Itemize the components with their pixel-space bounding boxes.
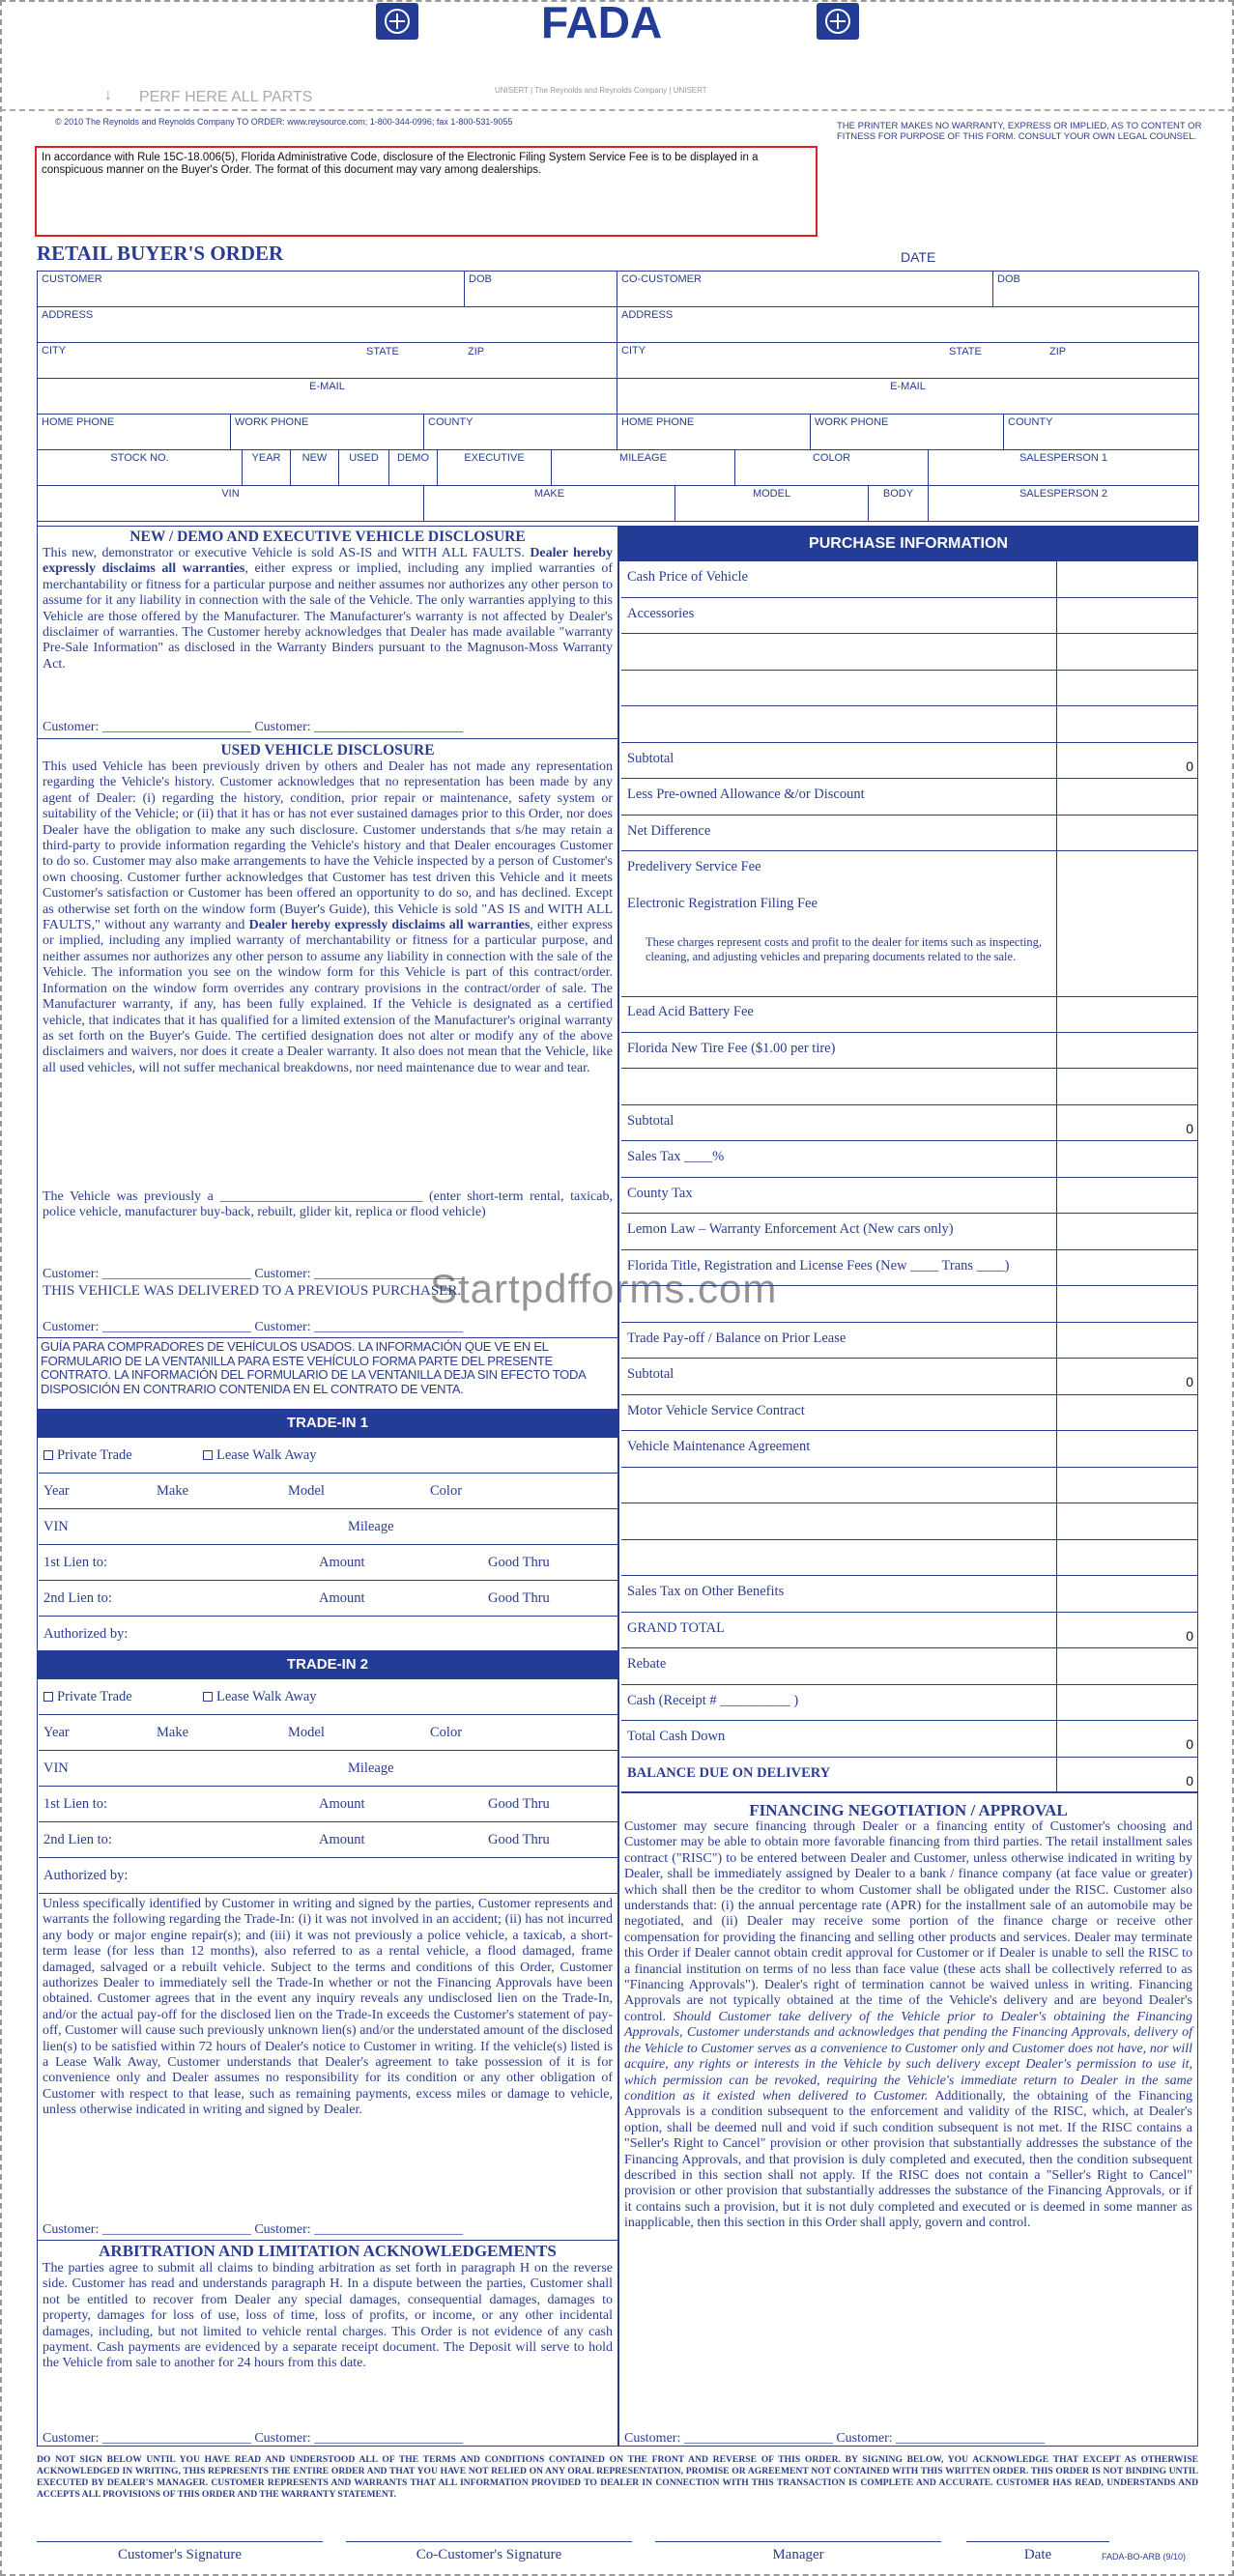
accessories-label: Accessories (627, 605, 695, 621)
subtotal-label: Subtotal (627, 1366, 674, 1382)
fl-title-value[interactable] (1056, 1250, 1197, 1286)
city-field[interactable]: CITY (38, 343, 617, 379)
arbitration-customer-sig[interactable]: Customer: ______________________ Customer: ______________________ (43, 2431, 464, 2446)
trade2-type-row (39, 1679, 618, 1715)
new-demo-heading: NEW / DEMO AND EXECUTIVE VEHICLE DISCLOSURE (129, 529, 526, 545)
logo-emblem-right (817, 3, 859, 40)
subtotal-line-2[interactable] (621, 1105, 1197, 1142)
blank-line[interactable] (621, 1468, 1197, 1504)
sales-tax-other-value[interactable] (1056, 1576, 1197, 1612)
unisert-text: UNISERT | The Reynolds and Reynolds Company | UNISERT (495, 86, 707, 95)
used-text-b: , either express or implied, including any implied warranty of merchantability or fitness for a particular purpose, and neither assumes nor authorizes any other person to assume any liability in connection with the sale of the Vehicle. The information you see on the window form for this Vehicle is part of this contract/order. Information on the window form overrides any contrary provisions in the contract/order of sale. The Manufacturer warranty, if any, has been fully explained. If the Vehicle is designated as a certified vehicle, that indicates that it has qualified for a limited extension of the Manufacturer's original warranty as set forth on the Buyer's Guide. The certified designation does not alter or modify any of the above disclaimers and waivers, nor does it create a Dealer warranty. It also does not mean that the Vehicle, like all used vehicles, will not suffer mechanical breakdowns, nor need maintenance due to wear and tear. (43, 918, 613, 1075)
new-demo-customer-sig[interactable]: Customer: ______________________ Customer: ______________________ (43, 720, 464, 734)
brand-title: FADA (541, 0, 663, 47)
predelivery-value[interactable] (1056, 851, 1197, 996)
trade1-authorized-row[interactable]: Authorized by: (43, 1626, 129, 1642)
less-preowned-line[interactable] (621, 779, 1197, 816)
sales-tax-value[interactable] (1056, 1141, 1197, 1177)
financing-customer-sig[interactable]: Customer: ______________________ Customer: ______________________ (624, 2431, 1046, 2446)
salesperson2-field[interactable]: SALESPERSON 2 (929, 486, 1199, 522)
mileage-field[interactable]: MILEAGE (552, 450, 735, 486)
divider (37, 1337, 618, 1338)
used-customer-sig[interactable]: Customer: ______________________ Customer: ______________________ (43, 1267, 464, 1281)
trade2-lease-option[interactable] (203, 1689, 317, 1705)
salesperson1-field[interactable]: SALESPERSON 1 (929, 450, 1199, 486)
printer-note: THE PRINTER MAKES NO WARRANTY, EXPRESS OR IMPLIED, AS TO CONTENT OR FITNESS FOR PURPOSE OF THIS FORM. CONSULT YOUR OWN LEGAL COUNSEL. (837, 121, 1202, 142)
stock-no-field[interactable]: STOCK NO. (38, 450, 243, 486)
cash-price-label: Cash Price of Vehicle (627, 569, 748, 585)
county-field[interactable]: COUNTY (424, 415, 617, 450)
mvsc-value[interactable] (1056, 1395, 1197, 1431)
blank-line[interactable] (621, 1540, 1197, 1577)
copyright-text: © 2010 The Reynolds and Reynolds Company TO ORDER: www.reysource.com; 1-800-344-0996; fax 1-800-531-9055 (55, 117, 513, 127)
divider (37, 2240, 618, 2241)
rebate-label: Rebate (627, 1656, 667, 1672)
trade1-lease-label: Lease Walk Away (216, 1447, 317, 1463)
lemon-law-value[interactable] (1056, 1214, 1197, 1249)
model-field[interactable]: MODEL (675, 486, 869, 522)
subtotal-line-3[interactable] (621, 1359, 1197, 1395)
tire-fee-line[interactable] (621, 1033, 1197, 1070)
purchase-heading: PURCHASE INFORMATION (619, 527, 1197, 561)
blank-line[interactable] (621, 1286, 1197, 1323)
body-field[interactable]: BODY (869, 486, 929, 522)
financing-text-italic: Should Customer take delivery of the Vehicle prior to Dealer's obtaining the Financing Approvals, Customer understands and acknowledges that pending the Financing Approvals, delivery of the Vehicle to Customer serves as a convenience to Customer only and Customer does not have, nor will acquire, any rights or interests in the Vehicle by such delivery except Dealer's permission to use it, which permission can be revoked, requiring the Vehicle's immediate return to Dealer in the same condition as it existed when delivered to Customer. (624, 2009, 1193, 2104)
dob-field[interactable]: DOB (465, 272, 617, 307)
blank-value[interactable] (1056, 1069, 1197, 1104)
financing-text-a: Customer may secure financing through Dealer or a financing entity of Customer's choosing and Customer may be able to obtain more favorable financing from third parties. The retail installment sales contract ("RISC") to be entered between Dealer and Customer, unless otherwise indicated in writing by Dealer, shall be immediately assigned by Dealer to a bank / finance company (at face value or greater) which shall then be the creditor to whom Customer shall be obligated under the RISC. Customer also understands that: (i) the annual percentage rate (APR) for the installment sale of an automobile may be negotiated, and (ii) Dealer may receive some portion of the finance charge or receive other compensation for providing the financing and selling other products and services. Dealer may terminate this Order if Dealer cannot obtain credit approval for Customer or if Dealer is unable to sell the RISC to a financial institution on terms of no less than face value (these acts shall be collectively referred to as "Financing Approvals"). Dealer's right of termination cannot be waived unless in writing. Financing Approvals are not typically obtained at the time of the Vehicle's delivery and are beyond Dealer's control. (624, 1819, 1192, 2024)
trade1-private-option[interactable] (43, 1447, 132, 1464)
arbitration-heading: ARBITRATION AND LIMITATION ACKNOWLEDGEMENTS (99, 2242, 557, 2260)
subtotal-value[interactable]: 0 (1056, 743, 1197, 779)
trade2-authorized-row[interactable]: Authorized by: (39, 1858, 618, 1894)
form-code: FADA-BO-ARB (9/10) (1102, 2552, 1187, 2562)
delivered-text: THIS VEHICLE WAS DELIVERED TO A PREVIOUS PURCHASER. (43, 1283, 462, 1299)
trade1-lien2-row[interactable]: 2nd Lien to: Amount Good Thru (39, 1581, 618, 1617)
lemon-law-label: Lemon Law – Warranty Enforcement Act (New cars only) (627, 1221, 954, 1237)
mvsc-line[interactable] (621, 1395, 1197, 1432)
trade2-lease-label: Lease Walk Away (216, 1689, 317, 1704)
used-heading: USED VEHICLE DISCLOSURE (220, 742, 435, 758)
vma-value[interactable] (1056, 1431, 1197, 1467)
co-zip-label: ZIP (1049, 346, 1067, 358)
trade1-vehicle-row[interactable]: Year Make Model Color (39, 1474, 618, 1509)
rebate-line[interactable] (621, 1648, 1197, 1685)
rule-notice-box: In accordance with Rule 15C-18.006(5), Florida Administrative Code, disclosure of the Electronic Filing System Service Fee is to be displayed in a conspicuous manner on the Buyer's Order. The format of this document may vary among dealerships. (35, 146, 818, 237)
trade1-private-label: Private Trade (57, 1447, 132, 1463)
cash-receipt-line[interactable] (621, 1685, 1197, 1722)
vin-field[interactable]: VIN (38, 486, 424, 522)
trade-warranty-text: Unless specifically identified by Customer in writing and signed by the parties, Customer represents and warrants the following regarding the Trade-In: (i) it was not involved in an accident; (ii) has not incurred any body or major engine repair(s); and (iii) it was not previously a police vehicle, a taxicab, a short-term lease (for less than 12 months), also referred to as a rental vehicle, a flood damaged, frame damaged, salvaged or a rebuilt vehicle. Subject to the terms and conditions of this Order, Customer authorizes Dealer to immediately sell the Trade-In whether or not the Financing Approvals have been obtained. Customer agrees that in the event any inquiry reveals any undisclosed lien on the Trade-In, and/or the actual pay-off for the disclosed lien on the Trade-In exceeds the Customer's statement of pay-off, Customer will cause such previously unknown lien(s) and/or the understated amount of the disclosed lien(s) to be satisfied within 72 hours of Dealer's notice to Customer in writing. If the vehicle(s) listed is a Lease Walk Away, Customer understands that Dealer's agreement to take possession of it is for convenience only and Dealer assumes no responsibility for its condition or any other obligation of Customer with respect to that lease, such as remaining payments, excess miles or damage to vehicle, unless otherwise indicated in writing and signed by Dealer. (43, 1897, 613, 2118)
perf-line (0, 109, 1234, 111)
new-demo-text-b: , either express or implied, including any implied warranties of merchantability or fitness for a particular purpose and neither assumes nor authorizes any other person to assume for it any liability in connection with the sale of the Vehicle. The only warranties applying to this Vehicle are those offered by the Manufacturer. The Manufacturer's warranty is not affected by Dealer's disclaimer of warranties. The Customer hereby acknowledges that Dealer has made available "warranty Pre-Sale Information" as disclosed in the Warranty Binders pursuant to the Magnuson-Moss Warranty Act. (43, 561, 614, 672)
lead-acid-value[interactable] (1056, 996, 1197, 1032)
co-customer-signature-label: Co-Customer's Signature (416, 2547, 562, 2562)
sales-tax-other-line[interactable] (621, 1576, 1197, 1613)
trade-in-2-heading: TRADE-IN 2 (38, 1650, 617, 1679)
subtotal-label: Subtotal (627, 1112, 674, 1129)
blank-line[interactable] (621, 1503, 1197, 1540)
cash-price-value[interactable] (1056, 561, 1197, 597)
predelivery-line[interactable] (621, 851, 1197, 888)
divider (37, 738, 618, 739)
logo-emblem-left (376, 3, 418, 40)
demo-field[interactable]: DEMO (389, 450, 438, 486)
vma-line[interactable] (621, 1431, 1197, 1468)
tire-fee-label: Florida New Tire Fee ($1.00 per tire) (627, 1040, 836, 1056)
co-dob-field[interactable]: DOB (993, 272, 1199, 307)
used-field[interactable]: USED (339, 450, 389, 486)
total-cash-down-label: Total Cash Down (627, 1729, 726, 1744)
year-field[interactable]: YEAR (243, 450, 291, 486)
make-field[interactable]: MAKE (424, 486, 675, 522)
co-city-field[interactable]: CITY (617, 343, 1199, 379)
previously-text[interactable]: The Vehicle was previously a ______________________________ (enter short-term rental, taxicab, police vehicle, manufacturer buy-back, rebuilt, glider kit, replica or flood vehicle) (43, 1189, 613, 1220)
co-state-label: STATE (949, 346, 982, 358)
trade1-lien1-row[interactable]: 1st Lien to: Amount Good Thru (39, 1545, 618, 1581)
balance-due-line[interactable] (621, 1758, 1197, 1794)
co-home-phone-field[interactable]: HOME PHONE (617, 415, 811, 450)
blank-line[interactable] (621, 671, 1197, 707)
used-text-a: This used Vehicle has been previously driven by others and Dealer has not made any representation regarding the Vehicle's history. Customer acknowledges that no representation has been made by any agent of Dealer: (i) regarding the history, condition, prior repair or maintenance, safety system or suitability of the Vehicle; or (ii) that it has or has not ever sustained damages prior to this Order, nor does Dealer have the obligation to make any such disclosure. Customer understands that s/he may retain a third-party to provide information regarding the Vehicle's history and that Dealer encourages Customer to do so. Customer may also make arrangements to have the Vehicle inspected by a person of Customer's own choosing. Customer further acknowledges that Customer has test driven this Vehicle and it meets Customer's satisfaction or Customer has been offered an opportunity to do so, and has declined. Except as otherwise set forth on the window form (Buyer's Guide), this Vehicle is sold "AS IS and WITH ALL FAULTS," without any warranty and (43, 759, 613, 933)
cash-receipt-label: Cash (Receipt # __________ ) (627, 1692, 799, 1708)
fl-title-line[interactable] (621, 1250, 1197, 1287)
used-text (43, 759, 613, 1076)
trade2-lien2-row[interactable]: 2nd Lien to: Amount Good Thru (39, 1822, 618, 1858)
sales-tax-other-label: Sales Tax on Other Benefits (627, 1584, 785, 1599)
blank-value[interactable] (1056, 1503, 1197, 1539)
financing-text-b: Additionally, the obtaining of the Financing Approvals is a condition subsequent to the enforcement and validity of the RISC, which, at Dealer's option, shall be deemed null and void if such condition subsequent is not met. If the RISC contains a "Seller's Right to Cancel" provision or other provision that substantially addresses the substance of the Financing Approvals, and that provision is duly completed and executed, then the condition subsequent described in this section shall not apply. If the RISC does not contain a "Seller's Right to Cancel" provision or other provision that substantially addresses the substance of the Financing Approvals, or if it contains such a provision, but it is not duly completed and executed or is deemed in some manner as inapplicable, then this section in this Order shall apply, govern and control. (624, 2088, 1192, 2231)
rebate-value[interactable] (1056, 1648, 1197, 1684)
trade1-type-row (39, 1438, 618, 1474)
grand-total-line[interactable] (621, 1613, 1197, 1649)
grand-total-label: GRAND TOTAL (627, 1619, 726, 1636)
trade1-vin-row[interactable]: VIN Mileage (39, 1509, 618, 1545)
trade-payoff-line[interactable] (621, 1323, 1197, 1360)
co-address-field[interactable]: ADDRESS (617, 307, 1199, 343)
lead-acid-label: Lead Acid Battery Fee (627, 1004, 754, 1019)
trade-payoff-label: Trade Pay-off / Balance on Prior Lease (627, 1330, 847, 1346)
less-preowned-value[interactable] (1056, 779, 1197, 815)
blank-value[interactable] (1056, 1468, 1197, 1503)
trade2-private-option[interactable] (43, 1689, 132, 1705)
blank-value[interactable] (1056, 706, 1197, 742)
financing-heading: FINANCING NEGOTIATION / APPROVAL (749, 1801, 1068, 1819)
fee-note: These charges represent costs and profit to the dealer for items such as inspecting, cleaning, and adjusting vehicles and preparing documents related to the sale. (646, 935, 1043, 963)
used-text-bold: Dealer hereby expressly disclaims all warranties (248, 918, 531, 933)
sales-tax-label: Sales Tax ____% (627, 1149, 725, 1164)
customer-signature-label: Customer's Signature (117, 2547, 243, 2562)
color-field[interactable]: COLOR (735, 450, 929, 486)
co-email-field[interactable]: E-MAIL (617, 379, 1199, 415)
blank-value[interactable] (1056, 1540, 1197, 1576)
financing-text (624, 1819, 1192, 2232)
accessories-value[interactable] (1056, 598, 1197, 634)
checkbox-icon[interactable] (43, 1692, 53, 1702)
trade1-lease-option[interactable] (203, 1447, 317, 1464)
county-tax-line[interactable] (621, 1178, 1197, 1215)
cash-price-line[interactable] (621, 561, 1197, 598)
vma-label: Vehicle Maintenance Agreement (627, 1439, 811, 1454)
trade2-lien1-row[interactable]: 1st Lien to: Amount Good Thru (39, 1787, 618, 1822)
customer-grid (37, 271, 1198, 526)
executive-field[interactable]: EXECUTIVE (438, 450, 552, 486)
perf-text: PERF HERE ALL PARTS (139, 89, 313, 105)
electronic-fee-line[interactable] (621, 888, 1197, 925)
home-phone-field[interactable]: HOME PHONE (38, 415, 231, 450)
email-field[interactable]: E-MAIL (38, 379, 617, 415)
date-signature-line[interactable] (966, 2541, 1109, 2542)
blank-line[interactable] (621, 1069, 1197, 1105)
county-tax-value[interactable] (1056, 1178, 1197, 1214)
delivered-customer-sig[interactable]: Customer: ______________________ Customer: ______________________ (43, 1320, 464, 1334)
mvsc-label: Motor Vehicle Service Contract (627, 1402, 805, 1418)
customer-signature-line[interactable] (37, 2541, 323, 2542)
co-customer-signature-line[interactable] (346, 2541, 632, 2542)
subtotal-label: Subtotal (627, 750, 674, 766)
lead-acid-line[interactable] (621, 996, 1197, 1033)
trade2-private-label: Private Trade (57, 1689, 132, 1704)
lemon-law-line[interactable] (621, 1214, 1197, 1250)
checkbox-icon[interactable] (203, 1450, 213, 1460)
new-demo-text-a: This new, demonstrator or executive Vehicle is sold AS-IS and WITH ALL FAULTS. (43, 546, 531, 560)
balance-due-value[interactable]: 0 (1056, 1758, 1197, 1792)
trade-payoff-value[interactable] (1056, 1323, 1197, 1359)
work-phone-field[interactable]: WORK PHONE (231, 415, 424, 450)
watermark: Startpdfforms.com (430, 1266, 778, 1311)
spanish-notice: GUÍA PARA COMPRADORES DE VEHÍCULOS USADOS. LA INFORMACIÓN QUE VE EN EL FORMULARIO DE LA VENTANILLA PARA ESTE VEHÍCULO FORMA PARTE DEL PRESENTE CONTRATO. LA INFORMACIÓN DEL FORMULARIO DE LA VENTANILLA DEJA SIN EFECTO TODA DISPOSICIÓN EN CONTRARIO CONTENIDA EN EL CONTRATO DE VENTA. (41, 1339, 586, 1396)
blank-value[interactable] (1056, 671, 1197, 706)
checkbox-icon[interactable] (43, 1450, 53, 1460)
county-tax-label: County Tax (627, 1185, 693, 1201)
co-work-phone-field[interactable]: WORK PHONE (811, 415, 1004, 450)
arbitration-text: The parties agree to submit all claims to binding arbitration as set forth in paragraph H on the reverse side. Customer has read and understands paragraph H. In a dispute between the parties, Customer shall not be entitled to recover from Dealer any special damages, consequential damages, damages to property, damages for loss of use, loss of time, loss of profits, or income, or any other incidental damages, including, but not limited to vehicle rental charges. This Order is not evidence of any cash payment. Cash payments are evidenced by a separate receipt document. The Deposit will serve to hold the Vehicle from sale to another for 24 hours from this date. (43, 2261, 613, 2371)
net-difference-line[interactable] (621, 816, 1197, 852)
less-preowned-label: Less Pre-owned Allowance &/or Discount (627, 787, 865, 802)
electronic-fee-label: Electronic Registration Filing Fee (627, 895, 818, 911)
trade-in-1-heading: TRADE-IN 1 (38, 1409, 617, 1438)
total-cash-down-line[interactable] (621, 1721, 1197, 1758)
net-difference-value[interactable] (1056, 816, 1197, 851)
footer-warning: DO NOT SIGN BELOW UNTIL YOU HAVE READ AND UNDERSTOOD ALL OF THE TERMS AND CONDITIONS CONTAINED ON THE FRONT AND REVERSE OF THIS ORDER. BY SIGNING BELOW, YOU ACKNOWLEDGE THAT EXCEPT AS OTHERWISE ACKNOWLEDGED IN WRITING, THIS REPRESENTS THE ENTIRE ORDER AND THAT YOU HAVE NOT RELIED ON ANY ORAL REPRESENTATION, PROMISE OR AGREEMENT NOT CONTAINED WITH THIS WRITTEN ORDER. THIS ORDER IS NOT BINDING UNTIL EXECUTED BY DEALER'S MANAGER. CUSTOMER REPRESENTS AND WARRANTS THAT ALL INFORMATION PROVIDED TO DEALER IN CONNECTION WITH THIS TRANSACTION IS COMPLETE AND ACCURATE. CUSTOMER HAS READ, UNDERSTANDS AND ACCEPTS ALL PROVISIONS OF THIS ORDER AND THE WARRANTY STATEMENT. (37, 2454, 1198, 2500)
balance-due-label: BALANCE DUE ON DELIVERY (627, 1764, 831, 1781)
fl-title-label: Florida Title, Registration and License Fees (New ____ Trans ____) (627, 1257, 1010, 1274)
grand-total-value[interactable]: 0 (1056, 1613, 1197, 1648)
state-label: STATE (366, 346, 399, 358)
blank-value[interactable] (1056, 634, 1197, 670)
customer-field[interactable]: CUSTOMER (38, 272, 465, 307)
subtotal-value[interactable]: 0 (1056, 1105, 1197, 1141)
new-demo-text (43, 546, 613, 673)
address-field[interactable]: ADDRESS (38, 307, 617, 343)
blank-line[interactable] (621, 634, 1197, 671)
blank-line[interactable] (621, 706, 1197, 743)
sales-tax-line[interactable] (621, 1141, 1197, 1178)
subtotal-line-1[interactable] (621, 743, 1197, 780)
total-cash-down-value[interactable]: 0 (1056, 1721, 1197, 1757)
manager-signature-line[interactable] (655, 2541, 941, 2542)
manager-signature-label: Manager (772, 2547, 824, 2562)
trade2-vehicle-row[interactable]: Year Make Model Color (39, 1715, 618, 1751)
zip-label: ZIP (468, 346, 485, 358)
net-difference-label: Net Difference (627, 822, 711, 839)
tire-fee-value[interactable] (1056, 1033, 1197, 1069)
cash-receipt-value[interactable] (1056, 1685, 1197, 1721)
trade-customer-sig[interactable]: Customer: ______________________ Customer: ______________________ (43, 2222, 464, 2237)
subtotal-value[interactable]: 0 (1056, 1359, 1197, 1394)
blank-value[interactable] (1056, 1286, 1197, 1322)
co-customer-field[interactable]: CO-CUSTOMER (617, 272, 993, 307)
predelivery-label: Predelivery Service Fee (627, 859, 761, 874)
new-demo-text-bold: Dealer hereby expressly disclaims all warranties (43, 546, 613, 577)
date-signature-label: Date (1023, 2547, 1052, 2562)
new-field[interactable]: NEW (291, 450, 339, 486)
page-title: RETAIL BUYER'S ORDER (37, 242, 284, 265)
perf-arrow-icon: ↓ (104, 87, 112, 103)
accessories-line[interactable] (621, 598, 1197, 635)
trade2-vin-row[interactable]: VIN Mileage (39, 1751, 618, 1787)
date-label: DATE (901, 249, 936, 265)
co-county-field[interactable]: COUNTY (1004, 415, 1199, 450)
checkbox-icon[interactable] (203, 1692, 213, 1702)
